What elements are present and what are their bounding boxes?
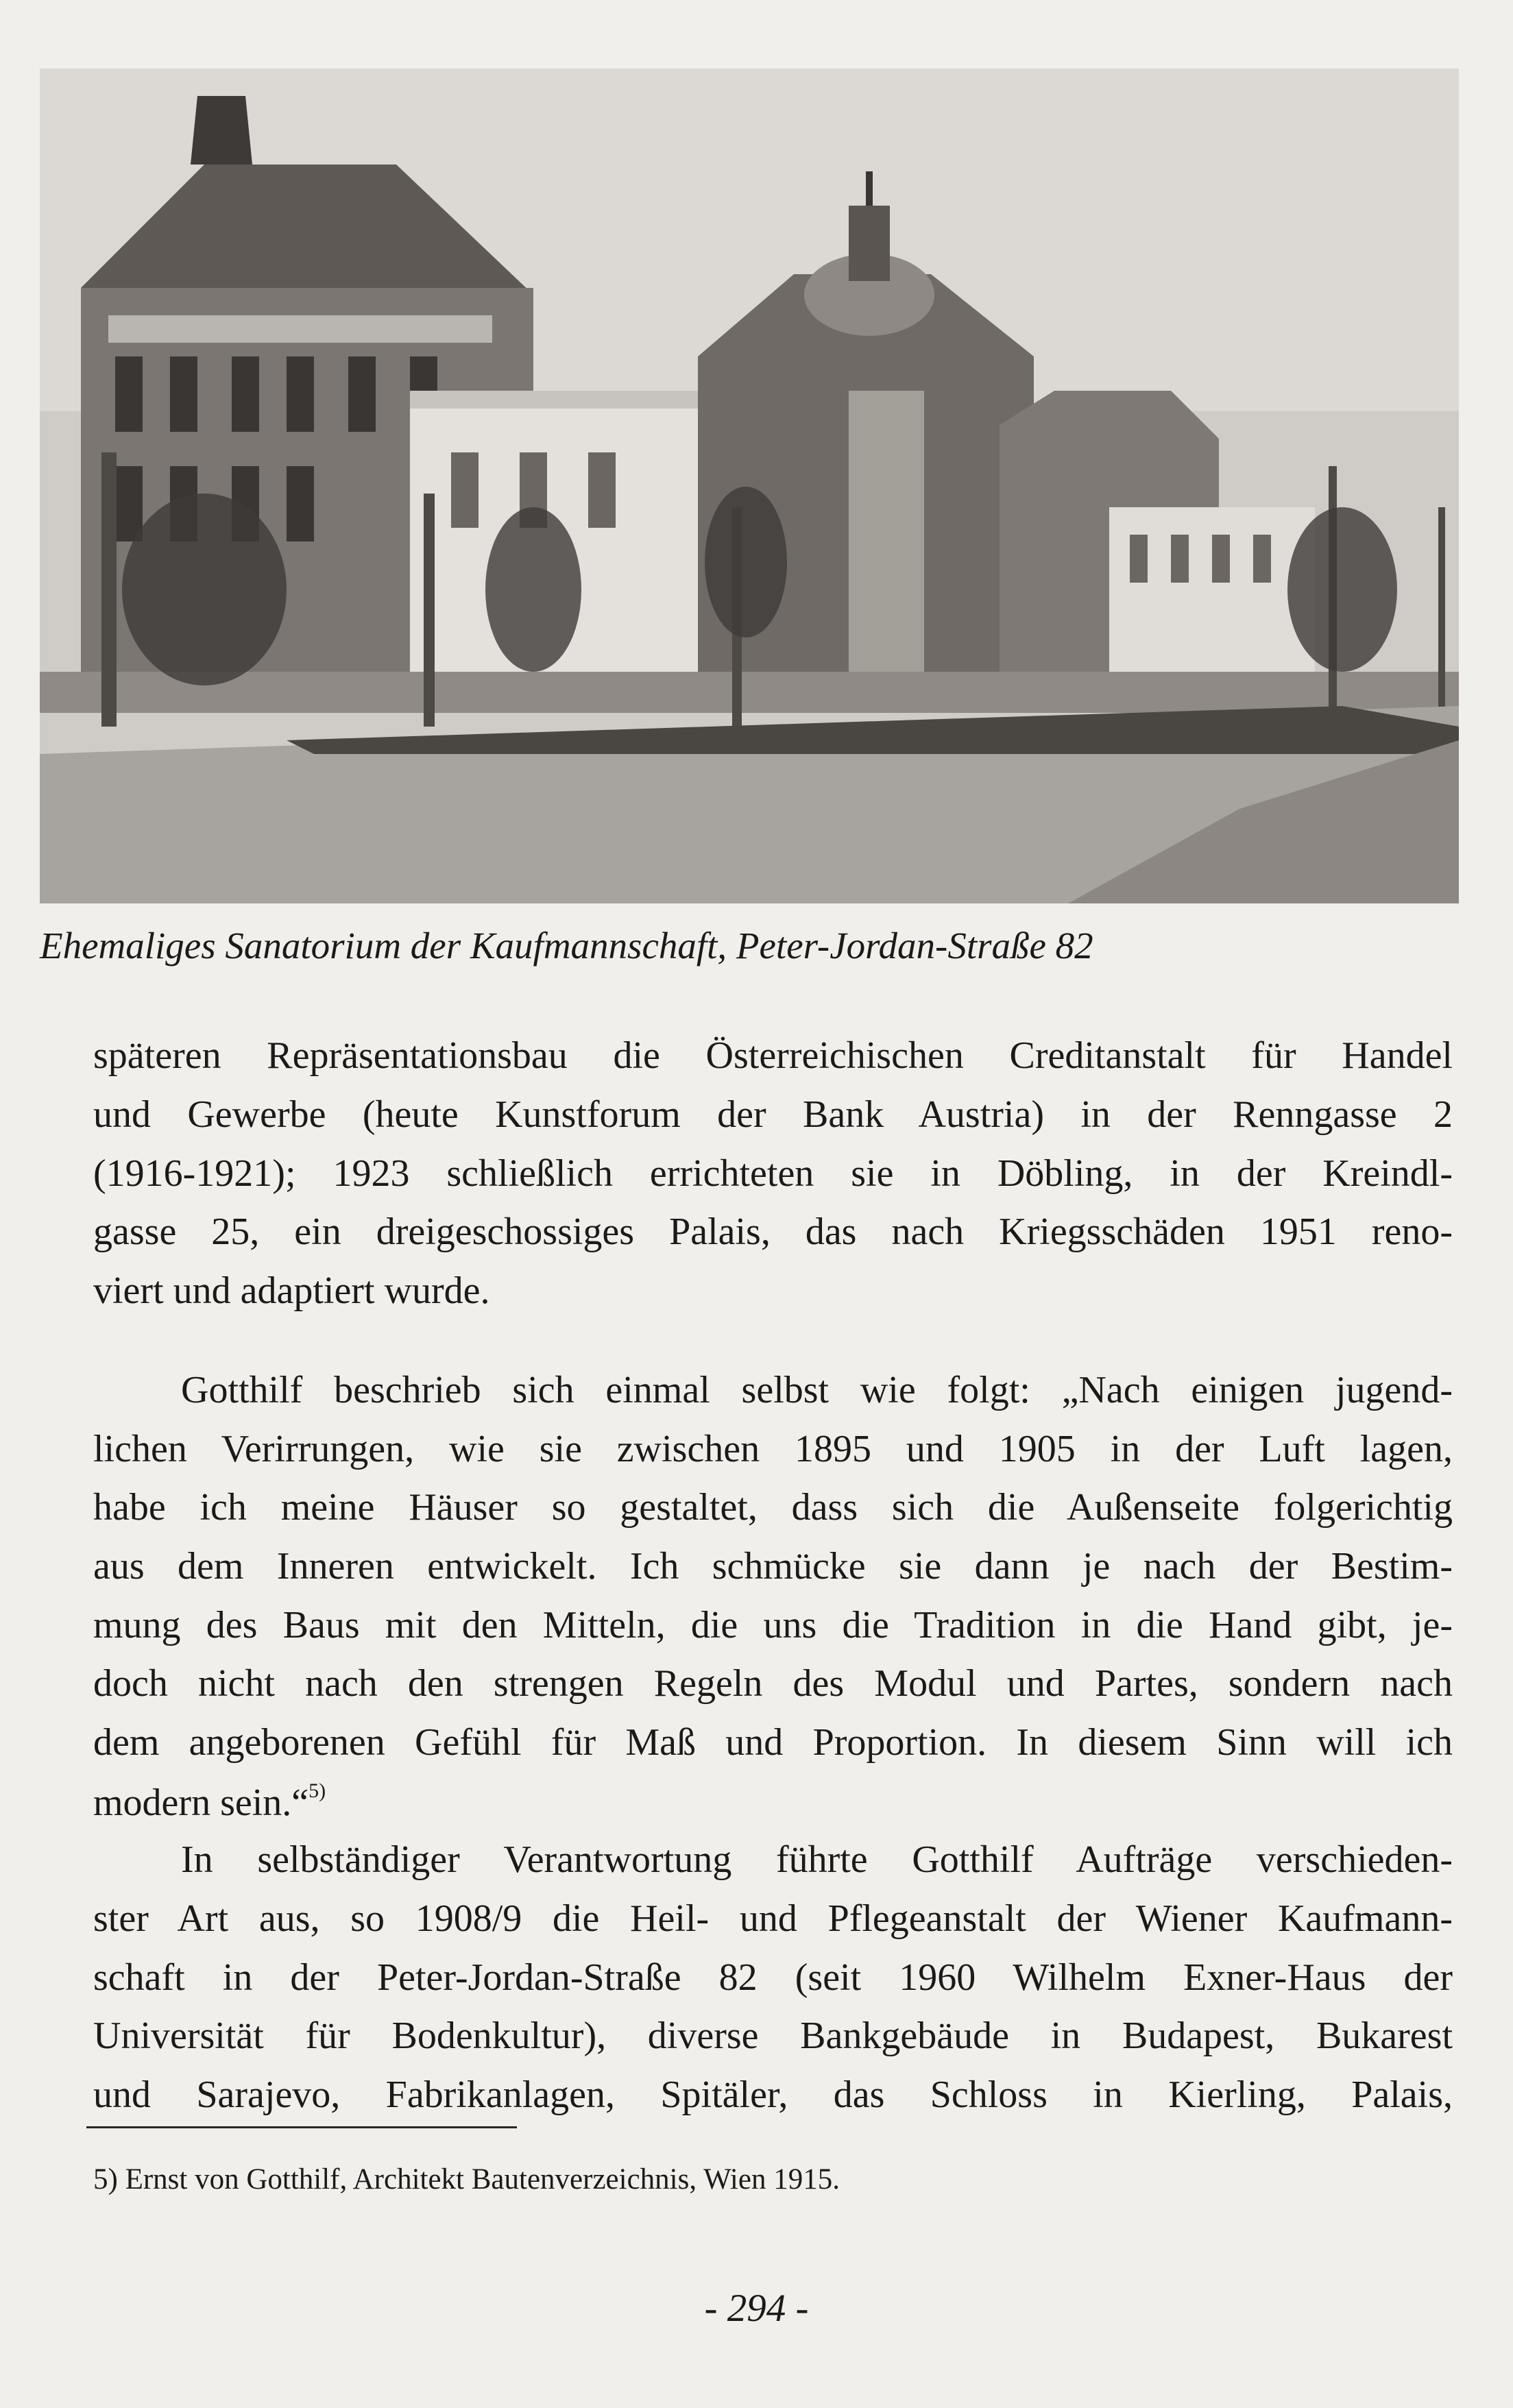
paragraph-line: schaft in der Peter-Jordan-Straße 82 (seit 1960 Wilhelm Exner-Haus der: [93, 1956, 1453, 1999]
paragraph-line: Gotthilf beschrieb sich einmal selbst wie folgt: „Nach einigen jugend-: [181, 1369, 1453, 1411]
paragraph-line: habe ich meine Häuser so gestaltet, dass sich die Außenseite folgerichtig: [93, 1486, 1453, 1529]
paragraph-line: ster Art aus, so 1908/9 die Heil- und Pflegeanstalt der Wiener Kaufmann-: [93, 1897, 1453, 1940]
sanatorium-photo-icon: [40, 69, 1459, 903]
paragraph-line-with-footnote: [93, 1779, 1453, 1825]
paragraph-line: (1916-1921); 1923 schließlich errichteten sie in Döbling, in der Kreindl-: [93, 1152, 1453, 1195]
paragraph-line: gasse 25, ein dreigeschossiges Palais, das nach Kriegsschäden 1951 reno-: [93, 1211, 1453, 1253]
paragraph-line: mung des Baus mit den Mitteln, die uns die Tradition in die Hand gibt, je-: [93, 1604, 1453, 1646]
paragraph-line: doch nicht nach den strengen Regeln des Modul und Partes, sondern nach: [93, 1662, 1453, 1705]
footnote-reference: 5): [308, 1779, 326, 1802]
paragraph-line: modern sein.“: [93, 1781, 309, 1824]
paragraph-line: und Gewerbe (heute Kunstforum der Bank Austria) in der Renngasse 2: [93, 1093, 1453, 1136]
figure-caption: Ehemaliges Sanatorium der Kaufmannschaft, Peter-Jordan-Straße 82: [40, 925, 1093, 966]
footnote: 5) Ernst von Gotthilf, Architekt Bautenverzeichnis, Wien 1915.: [93, 2163, 840, 2196]
page-number: - 294 -: [704, 2287, 809, 2330]
paragraph-line: aus dem Inneren entwickelt. Ich schmücke sie dann je nach der Bestim-: [93, 1545, 1453, 1588]
paragraph-line: und Sarajevo, Fabrikanlagen, Spitäler, das Schloss in Kierling, Palais,: [93, 2073, 1453, 2116]
footnote-divider: [86, 2126, 517, 2128]
paragraph-line: viert und adaptiert wurde.: [93, 1269, 490, 1312]
paragraph-line: lichen Verirrungen, wie sie zwischen 1895 und 1905 in der Luft lagen,: [93, 1428, 1453, 1470]
building-photo: [40, 69, 1459, 903]
paragraph-line: dem angeborenen Gefühl für Maß und Proportion. In diesem Sinn will ich: [93, 1721, 1453, 1764]
paragraph-line: Universität für Bodenkultur), diverse Bankgebäude in Budapest, Bukarest: [93, 2015, 1453, 2057]
paragraph-line: späteren Repräsentationsbau die Österreichischen Creditanstalt für Handel: [93, 1034, 1453, 1077]
paragraph-line: In selbständiger Verantwortung führte Gotthilf Aufträge verschieden-: [181, 1838, 1453, 1881]
